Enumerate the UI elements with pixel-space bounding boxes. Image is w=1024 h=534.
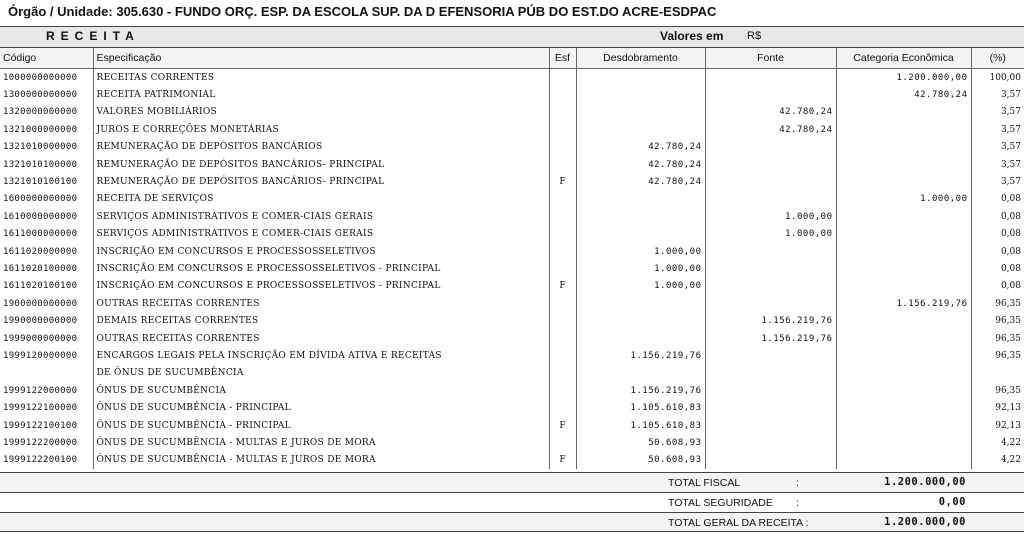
row-categoria: 1.000,00: [836, 191, 971, 208]
row-esf: [549, 139, 576, 156]
row-pct: 96,35: [995, 316, 1021, 327]
row-categoria: [836, 139, 971, 156]
row-categoria: [836, 347, 971, 364]
row-specification: ÔNUS DE SUCUMBÊNCIA - PRINCIPAL: [93, 399, 549, 416]
row-code: 1611020100000: [0, 260, 93, 277]
row-esf: [549, 243, 576, 260]
row-pct: 92,13: [995, 403, 1021, 414]
row-code: 1999122200000: [0, 434, 93, 451]
row-esf: F: [549, 278, 576, 295]
total-geral-row: [0, 512, 1024, 532]
total-fiscal-colon: :: [796, 477, 799, 489]
row-specification: RECEITA DE SERVIÇOS: [93, 191, 549, 208]
table-row: [0, 139, 1024, 156]
row-specification: INSCRIÇÃO EM CONCURSOS E PROCESSOSSELETIVOS: [93, 243, 549, 260]
row-categoria: [836, 434, 971, 451]
row-categoria: [836, 104, 971, 121]
col-header-desdobramento: Desdobramento: [576, 48, 705, 69]
row-code: 1611000000000: [0, 226, 93, 243]
revenue-table: [0, 48, 1024, 469]
row-desdobramento: [576, 208, 705, 225]
row-fonte: [705, 86, 836, 103]
table-row: [0, 452, 1024, 469]
total-seguridade-row: [0, 492, 1024, 512]
total-seguridade-label: TOTAL SEGURIDADE: [668, 497, 773, 509]
row-specification: DE ÔNUS DE SUCUMBÊNCIA: [93, 365, 549, 382]
row-specification: ÔNUS DE SUCUMBÊNCIA: [93, 382, 549, 399]
row-code: 1999120000000: [0, 347, 93, 364]
row-esf: [549, 86, 576, 103]
row-categoria: [836, 121, 971, 138]
row-code: 1999122200100: [0, 452, 93, 469]
section-header-bar: [0, 26, 1024, 48]
row-specification: INSCRIÇÃO EM CONCURSOS E PROCESSOSSELETIVOS - PRINCIPAL: [93, 260, 549, 277]
row-desdobramento: [576, 226, 705, 243]
col-header-codigo: Código: [0, 48, 93, 69]
row-fonte: 1.156.219,76: [705, 330, 836, 347]
row-specification: SERVIÇOS ADMINISTRATIVOS E COMER-CIAIS GERAIS: [93, 208, 549, 225]
table-row: [0, 69, 1024, 87]
row-specification: OUTRAS RECEITAS CORRENTES: [93, 295, 549, 312]
row-esf: F: [549, 173, 576, 190]
row-desdobramento: [576, 104, 705, 121]
values-unit-label: Valores em: [660, 29, 724, 43]
table-row: [0, 226, 1024, 243]
row-desdobramento: 1.156.219,76: [576, 347, 705, 364]
row-esf: [549, 295, 576, 312]
row-esf: F: [549, 417, 576, 434]
row-code: 1600000000000: [0, 191, 93, 208]
row-fonte: [705, 347, 836, 364]
row-fonte: [705, 173, 836, 190]
row-specification: ÔNUS DE SUCUMBÊNCIA - PRINCIPAL: [93, 417, 549, 434]
row-esf: F: [549, 452, 576, 469]
table-row: [0, 382, 1024, 399]
row-categoria: [836, 382, 971, 399]
row-esf: [549, 330, 576, 347]
total-fiscal-value: 1.200.000,00: [884, 476, 966, 488]
row-code: 1321010100000: [0, 156, 93, 173]
row-categoria: [836, 417, 971, 434]
col-header-especificacao: Especificação: [93, 48, 549, 69]
row-categoria: 1.200.000,00: [836, 69, 971, 87]
table-row: [0, 260, 1024, 277]
row-code: 1900000000000: [0, 295, 93, 312]
row-esf: [549, 208, 576, 225]
table-row: [0, 278, 1024, 295]
total-geral-value: 1.200.000,00: [884, 516, 966, 528]
row-fonte: [705, 365, 836, 382]
row-pct: 0,08: [1000, 194, 1021, 205]
row-specification: REMUNERAÇÃO DE DEPÓSITOS BANCÁRIOS- PRINCIPAL: [93, 173, 549, 190]
row-desdobramento: 1.156.219,76: [576, 382, 705, 399]
row-specification: RECEITAS CORRENTES: [93, 69, 549, 87]
page-title: Órgão / Unidade: 305.630 - FUNDO ORÇ. ESP. DA ESCOLA SUP. DA D EFENSORIA PÚB DO EST.DO ACRE-ESDPAC: [8, 4, 717, 19]
row-fonte: [705, 156, 836, 173]
row-code: 1300000000000: [0, 86, 93, 103]
row-fonte: [705, 417, 836, 434]
row-pct: 0,08: [1000, 246, 1021, 257]
table-row: [0, 86, 1024, 103]
row-esf: [549, 121, 576, 138]
table-row: [0, 156, 1024, 173]
row-pct: 100,00: [989, 72, 1021, 83]
row-fonte: 42.780,24: [705, 104, 836, 121]
row-fonte: [705, 399, 836, 416]
row-pct: 96,35: [995, 333, 1021, 344]
row-pct: 0,08: [1000, 211, 1021, 222]
row-specification: ÔNUS DE SUCUMBÊNCIA - MULTAS E JUROS DE MORA: [93, 452, 549, 469]
table-row: [0, 121, 1024, 138]
row-fonte: 1.000,00: [705, 208, 836, 225]
row-specification: RECEITA PATRIMONIAL: [93, 86, 549, 103]
row-code: 1611020100100: [0, 278, 93, 295]
row-fonte: 1.156.219,76: [705, 312, 836, 329]
row-desdobramento: [576, 69, 705, 87]
col-header-pct: (%): [971, 48, 1024, 69]
row-specification: ENCARGOS LEGAIS PELA INSCRIÇÃO EM DÍVIDA ATIVA E RECEITAS: [93, 347, 549, 364]
total-geral-label: TOTAL GERAL DA RECEITA :: [668, 517, 809, 529]
row-categoria: [836, 312, 971, 329]
row-categoria: [836, 156, 971, 173]
row-pct: 3,57: [1000, 142, 1021, 153]
row-esf: [549, 226, 576, 243]
row-pct: 3,57: [1000, 107, 1021, 118]
row-specification: OUTRAS RECEITAS CORRENTES: [93, 330, 549, 347]
row-esf: [549, 347, 576, 364]
row-categoria: [836, 173, 971, 190]
row-categoria: [836, 278, 971, 295]
row-esf: [549, 365, 576, 382]
row-categoria: 42.780,24: [836, 86, 971, 103]
totals-section: [0, 472, 1024, 532]
row-desdobramento: [576, 312, 705, 329]
table-body: [0, 69, 1024, 469]
row-code: 1999000000000: [0, 330, 93, 347]
row-code: 1321010000000: [0, 139, 93, 156]
row-code: 1999122100000: [0, 399, 93, 416]
row-esf: [549, 382, 576, 399]
row-fonte: [705, 139, 836, 156]
row-desdobramento: 50.608,93: [576, 452, 705, 469]
row-esf: [549, 104, 576, 121]
row-categoria: [836, 260, 971, 277]
row-esf: [549, 260, 576, 277]
col-header-categoria: Categoria Econômica: [836, 48, 971, 69]
table-row: [0, 417, 1024, 434]
row-desdobramento: 50.608,93: [576, 434, 705, 451]
row-desdobramento: [576, 86, 705, 103]
row-desdobramento: 42.780,24: [576, 139, 705, 156]
row-pct: 96,35: [995, 298, 1021, 309]
row-specification: REMUNERAÇÃO DE DEPÓSITOS BANCÁRIOS: [93, 139, 549, 156]
row-specification: ÔNUS DE SUCUMBÊNCIA - MULTAS E JUROS DE MORA: [93, 434, 549, 451]
table-row: [0, 399, 1024, 416]
row-code: [0, 365, 93, 382]
row-fonte: [705, 278, 836, 295]
row-categoria: [836, 365, 971, 382]
row-fonte: [705, 243, 836, 260]
row-esf: [549, 434, 576, 451]
row-desdobramento: 1.000,00: [576, 278, 705, 295]
row-fonte: [705, 69, 836, 87]
row-code: 1611020000000: [0, 243, 93, 260]
row-pct: 3,57: [1000, 124, 1021, 135]
currency-label: R$: [747, 30, 762, 42]
row-esf: [549, 191, 576, 208]
row-pct: [971, 365, 1024, 382]
row-desdobramento: [576, 121, 705, 138]
table-row: [0, 434, 1024, 451]
row-desdobramento: 1.000,00: [576, 243, 705, 260]
row-categoria: [836, 243, 971, 260]
row-specification: REMUNERAÇÃO DE DEPÓSITOS BANCÁRIOS- PRINCIPAL: [93, 156, 549, 173]
row-specification: DEMAIS RECEITAS CORRENTES: [93, 312, 549, 329]
row-desdobramento: 1.000,00: [576, 260, 705, 277]
row-pct: 0,08: [1000, 229, 1021, 240]
row-code: 1610000000000: [0, 208, 93, 225]
row-fonte: [705, 452, 836, 469]
row-specification: INSCRIÇÃO EM CONCURSOS E PROCESSOSSELETIVOS - PRINCIPAL: [93, 278, 549, 295]
table-row: [0, 208, 1024, 225]
row-desdobramento: [576, 191, 705, 208]
table-header-row: [0, 48, 1024, 69]
row-desdobramento: [576, 365, 705, 382]
row-categoria: [836, 208, 971, 225]
table-row: [0, 330, 1024, 347]
row-pct: 0,08: [1000, 281, 1021, 292]
row-code: 1000000000000: [0, 69, 93, 87]
row-specification: JUROS E CORREÇÕES MONETÁRIAS: [93, 121, 549, 138]
row-code: 1321010100100: [0, 173, 93, 190]
bottom-divider: [0, 531, 1024, 532]
row-desdobramento: 42.780,24: [576, 156, 705, 173]
row-categoria: 1.156.219,76: [836, 295, 971, 312]
table-row: [0, 295, 1024, 312]
row-fonte: [705, 382, 836, 399]
table-row: [0, 173, 1024, 190]
row-categoria: [836, 226, 971, 243]
row-pct: 4,22: [1000, 437, 1021, 448]
row-pct: 4,22: [1000, 455, 1021, 466]
row-esf: [549, 156, 576, 173]
row-code: 1999122000000: [0, 382, 93, 399]
row-fonte: 1.000,00: [705, 226, 836, 243]
col-header-fonte: Fonte: [705, 48, 836, 69]
row-esf: [549, 399, 576, 416]
row-fonte: [705, 295, 836, 312]
total-seguridade-colon: :: [796, 497, 799, 509]
row-specification: SERVIÇOS ADMINISTRATIVOS E COMER-CIAIS GERAIS: [93, 226, 549, 243]
row-esf: [549, 69, 576, 87]
row-categoria: [836, 399, 971, 416]
table-row: [0, 191, 1024, 208]
row-esf: [549, 312, 576, 329]
row-code: 1999122100100: [0, 417, 93, 434]
row-pct: 0,08: [1000, 263, 1021, 274]
col-header-esf: Esf: [549, 48, 576, 69]
row-fonte: [705, 260, 836, 277]
table-row: [0, 104, 1024, 121]
row-pct: 3,57: [1000, 177, 1021, 188]
row-categoria: [836, 452, 971, 469]
row-desdobramento: 1.105.610,83: [576, 417, 705, 434]
row-code: 1990000000000: [0, 312, 93, 329]
row-fonte: [705, 191, 836, 208]
row-specification: VALORES MOBILIÁRIOS: [93, 104, 549, 121]
row-code: 1321000000000: [0, 121, 93, 138]
row-pct: 3,57: [1000, 159, 1021, 170]
row-pct: 92,13: [995, 420, 1021, 431]
row-code: 1320000000000: [0, 104, 93, 121]
row-desdobramento: [576, 295, 705, 312]
total-seguridade-value: 0,00: [938, 496, 966, 508]
row-desdobramento: [576, 330, 705, 347]
row-categoria: [836, 330, 971, 347]
table-row: [0, 312, 1024, 329]
row-pct: 3,57: [1000, 90, 1021, 101]
table-row: [0, 347, 1024, 364]
row-fonte: 42.780,24: [705, 121, 836, 138]
row-pct: 96,35: [995, 385, 1021, 396]
row-fonte: [705, 434, 836, 451]
row-desdobramento: 42.780,24: [576, 173, 705, 190]
section-title-receita: RECEITA: [46, 29, 140, 43]
row-desdobramento: 1.105.610,83: [576, 399, 705, 416]
total-fiscal-row: [0, 472, 1024, 492]
table-row: [0, 365, 1024, 382]
row-pct: 96,35: [995, 350, 1021, 361]
total-fiscal-label: TOTAL FISCAL: [668, 477, 741, 489]
table-row: [0, 243, 1024, 260]
